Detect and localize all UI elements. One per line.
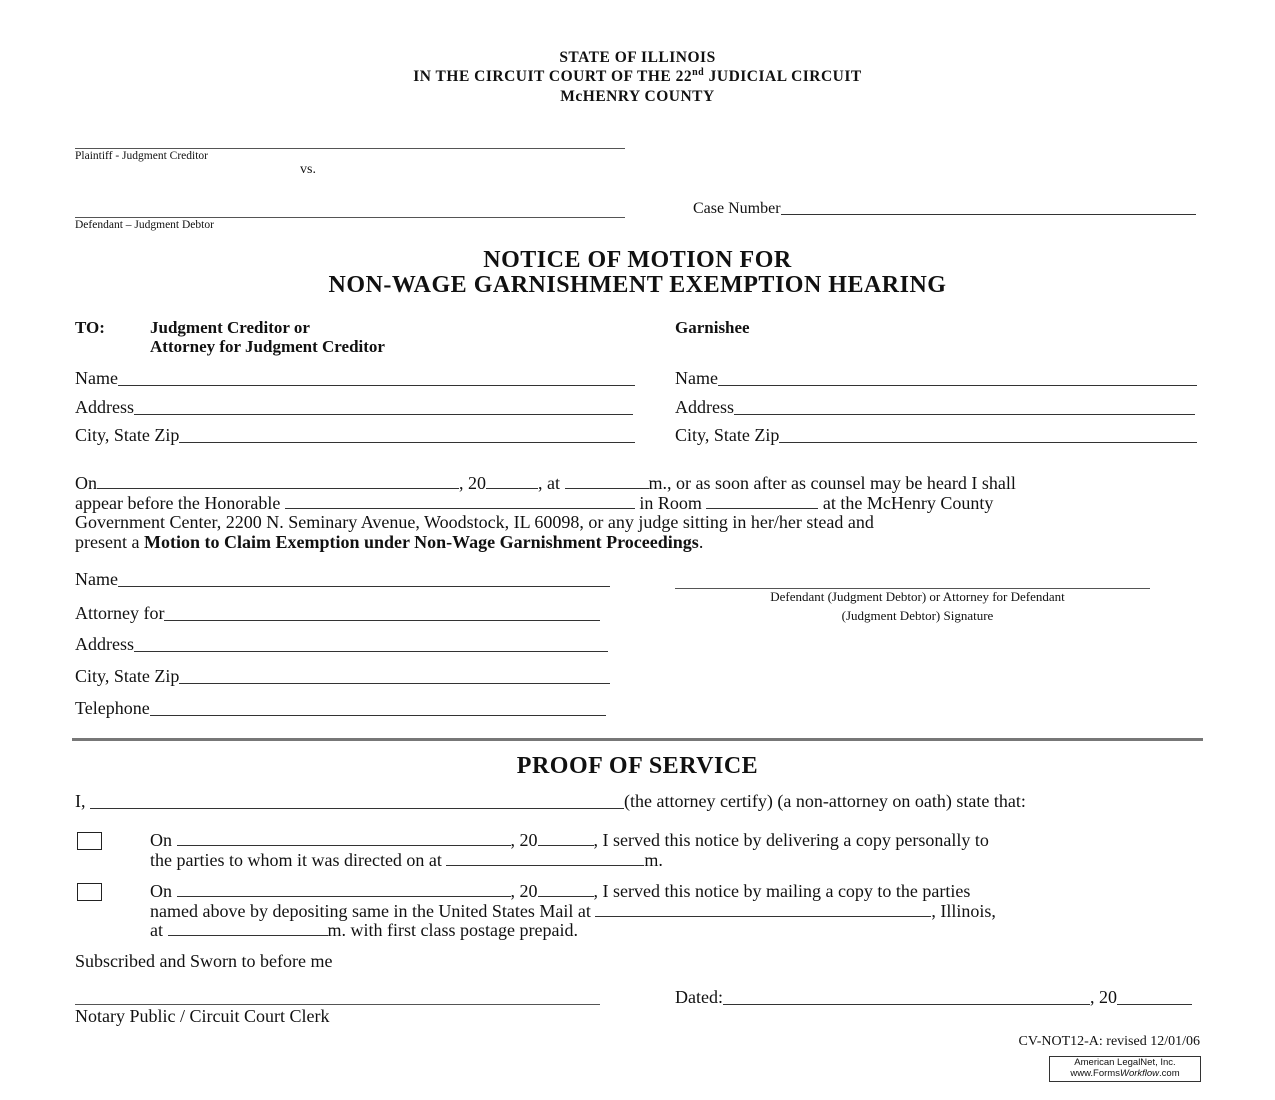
filer-telephone-field[interactable] [75,698,606,719]
date-blank[interactable] [723,990,1090,1005]
t1 [150,831,1200,851]
field-label: Attorney for [75,603,165,623]
t: m., or as soon after as counsel may be heard I shall [648,473,1016,493]
creditor-city-field[interactable] [75,425,635,446]
logo-line1: American LegalNet, Inc. [1074,1057,1176,1068]
personal-delivery-text [150,831,1200,870]
notice-line4 [75,533,1205,553]
blank[interactable] [118,572,610,587]
defendant-label: Defendant – Judgment Debtor [75,219,214,231]
subscribed-text: Subscribed and Sworn to before me [75,951,333,971]
field-label: Name [75,368,118,388]
creditor-name-field[interactable] [75,368,635,389]
garnishee-city-field[interactable] [675,425,1197,446]
t: , 20 [1090,987,1117,1007]
date-blank[interactable] [177,831,511,846]
creditor-address-field[interactable] [75,397,633,418]
t: named above by depositing same in the United States Mail at [150,900,591,921]
case-number-label: Case Number [693,200,781,217]
creditor-heading-2: Attorney for Judgment Creditor [150,337,385,356]
field-label: Address [675,397,734,417]
t: , I served this notice by mailing a copy to the parties [593,881,971,901]
blank[interactable] [164,606,600,621]
t: the parties to whom it was directed on at [150,849,442,870]
t: , Illinois, [931,900,996,921]
vs-text: vs. [300,162,316,177]
header-sup: nd [692,67,705,78]
header-state: STATE OF ILLINOIS [559,49,716,66]
field-label: Name [675,368,718,388]
t: , 20 [510,881,538,901]
signature-caption-1: Defendant (Judgment Debtor) or Attorney for Defendant [770,589,1065,604]
certifier-blank[interactable] [90,794,624,809]
time-blank[interactable] [168,921,328,936]
t: m. [644,849,663,870]
case-number-field[interactable] [693,200,1196,218]
date-blank[interactable] [97,474,459,489]
dated-field[interactable] [675,987,1192,1008]
field-label: Telephone [75,698,150,718]
blank[interactable] [718,371,1197,386]
mail-service-checkbox[interactable] [77,883,102,901]
t: at the McHenry County [822,492,994,513]
field-label: Address [75,397,134,417]
room-blank[interactable] [706,494,818,509]
judge-blank[interactable] [285,494,635,509]
signature-caption-2: (Judgment Debtor) Signature [841,608,994,623]
field-label: City, State Zip [75,425,180,445]
certifier-field[interactable] [75,791,1195,812]
header-court [0,67,1275,86]
notice-line1 [75,474,1205,494]
plaintiff-field[interactable] [75,148,625,149]
city-blank[interactable] [595,902,931,917]
t: (the attorney certify) (a non-attorney on oath) state that: [624,791,1026,811]
t: On [150,881,172,901]
garnishee-name-field[interactable] [675,368,1197,389]
notary-signature-line[interactable] [75,1004,600,1005]
motion-title: Motion to Claim Exemption under Non-Wage Garnishment Proceedings [143,531,699,552]
garnishee-heading: Garnishee [675,318,750,337]
field-label: City, State Zip [75,666,180,686]
blank[interactable] [179,428,635,443]
t: appear before the Honorable [75,492,281,513]
legalnet-logo [1049,1056,1201,1082]
t: Workflow [1119,1068,1160,1079]
time-blank[interactable] [446,851,644,866]
personal-delivery-checkbox[interactable] [77,832,102,850]
t: m. with first class postage prepaid. [327,920,578,940]
filer-name-field[interactable] [75,569,610,590]
garnishee-address-field[interactable] [675,397,1195,418]
blank[interactable] [779,428,1197,443]
defendant-field[interactable] [75,217,625,218]
year-blank[interactable] [538,882,594,897]
logo-line2 [1050,1068,1200,1079]
title-line2: NON-WAGE GARNISHMENT EXEMPTION HEARING [328,272,947,298]
t: On [75,473,97,493]
blank[interactable] [118,371,635,386]
t: I, [75,791,86,811]
t: in Room [639,492,702,513]
blank[interactable] [179,669,610,684]
t: Dated: [675,987,723,1007]
t: , 20 [459,473,486,493]
proof-title: PROOF OF SERVICE [516,753,759,779]
creditor-heading-1: Judgment Creditor or [150,318,310,337]
notary-label: Notary Public / Circuit Court Clerk [75,1006,330,1026]
year-blank[interactable] [1117,990,1192,1005]
t2 [150,902,1210,922]
date-blank[interactable] [177,882,511,897]
blank[interactable] [134,637,608,652]
mail-service-text [150,882,1210,941]
notice-paragraph [75,474,1205,552]
to-label: TO: [75,318,105,337]
header-court-text: IN THE CIRCUIT COURT OF THE 22 [413,68,693,86]
t: On [150,830,172,850]
section-divider [72,738,1203,741]
field-label: City, State Zip [675,425,780,445]
notice-line2 [75,494,1205,514]
t: . [698,531,704,552]
t: , I served this notice by delivering a copy personally to [593,830,989,850]
field-label: Address [75,634,134,654]
t1 [150,882,1210,902]
blank[interactable] [134,400,633,415]
blank[interactable] [734,400,1195,415]
t: , 20 [510,830,538,850]
case-number-blank[interactable] [781,200,1196,215]
t: at [150,920,163,940]
filer-address-field[interactable] [75,634,608,655]
header-court-text2: JUDICIAL CIRCUIT [704,68,862,86]
t3 [150,921,1210,941]
blank[interactable] [150,701,606,716]
t: , at [538,473,560,493]
field-label: Name [75,569,118,589]
time-blank[interactable] [565,474,649,489]
t: .com [1159,1068,1180,1079]
t2 [150,851,1200,871]
filer-attorney-for-field[interactable] [75,603,600,624]
notice-line3: Government Center, 2200 N. Seminary Avenue, Woodstock, IL 60098, or any judge sitting in her/her stead and [75,512,874,532]
title-line1: NOTICE OF MOTION FOR [483,247,792,273]
plaintiff-label: Plaintiff - Judgment Creditor [75,150,208,162]
header-county: McHENRY COUNTY [560,88,715,105]
t: www.Forms [1070,1068,1120,1079]
year-blank[interactable] [486,474,538,489]
form-id: CV-NOT12-A: revised 12/01/06 [1018,1034,1200,1049]
filer-city-field[interactable] [75,666,610,687]
year-blank[interactable] [538,831,594,846]
t: present a [75,531,144,552]
